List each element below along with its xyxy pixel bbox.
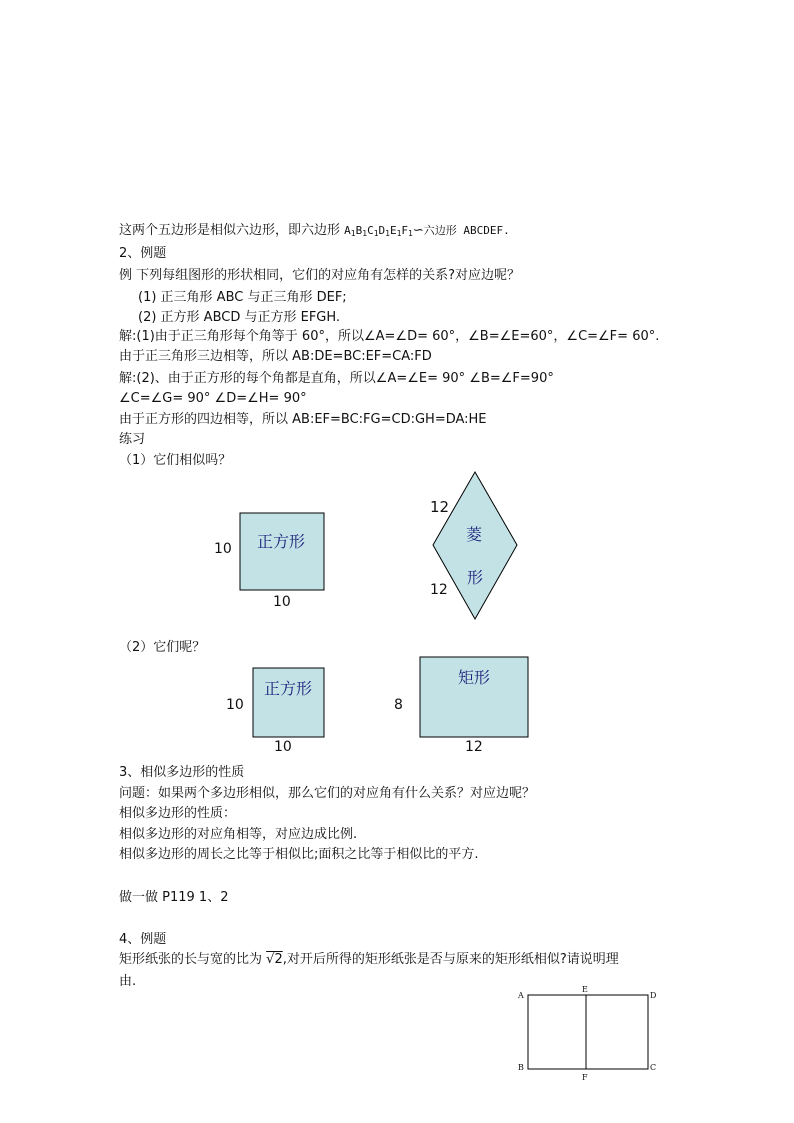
example-4-question — [119, 952, 619, 968]
square-side-left-2: 10 — [226, 697, 244, 713]
exercise-reference: 做一做 P119 1、2 — [119, 890, 229, 905]
heading-properties: 3、相似多边形的性质 — [119, 765, 245, 780]
properties-question: 问题：如果两个多边形相似，那么它们的对应角有什么关系？对应边呢？ — [119, 786, 536, 801]
rectangle-side-bottom: 12 — [465, 739, 483, 755]
vertex-d: D — [650, 991, 657, 1000]
practice-question-2: （2）它们呢？ — [119, 640, 206, 655]
heading-example-2: 2、例题 — [119, 246, 167, 261]
rhombus-label-char-1: 菱 — [466, 525, 483, 544]
solution-1: 解:(1)由于正三角形每个角等于 60°，所以∠A=∠D= 60°，∠B=∠E=60°，∠C=∠F= 60°. — [119, 329, 660, 344]
rhombus-side-top: 12 — [430, 498, 450, 516]
solution-2-sides: 由于正方形的四边相等，所以 AB:EF=BC:FG=CD:GH=DA:HE — [119, 412, 487, 427]
square-side-bottom-2: 10 — [274, 739, 292, 755]
line-hexagon-prefix: 这两个五边形是相似六边形，即六边形 — [119, 223, 341, 238]
heading-practice: 练习 — [119, 432, 146, 447]
rhombus-side-bottom: 12 — [430, 582, 448, 598]
square-side-bottom-1: 10 — [273, 594, 291, 610]
example-item-1: (1) 正三角形 ABC 与正三角形 DEF; — [138, 290, 347, 305]
property-1: 相似多边形的对应角相等，对应边成比例. — [119, 827, 358, 842]
rectangle-side-left: 8 — [394, 697, 403, 713]
heading-example-4: 4、例题 — [119, 932, 167, 947]
sqrt-two: √2 — [266, 952, 283, 967]
vertex-a: A — [518, 991, 524, 1000]
example-4-question-end: 由. — [119, 974, 137, 989]
square-label-2: 正方形 — [264, 679, 313, 698]
solution-1-sides: 由于正三角形三边相等，所以 AB:DE=BC:EF=CA:FD — [119, 349, 432, 364]
example-question: 例 下列每组图形的形状相同，它们的对应角有怎样的关系?对应边呢？ — [119, 268, 521, 283]
vertex-c: C — [650, 1063, 657, 1072]
rectangle-label: 矩形 — [458, 668, 491, 687]
solution-2: 解:(2)、由于正方形的每个角都是直角，所以∠A=∠E= 90° ∠B=∠F=90° — [119, 371, 554, 386]
example-4-text-a: 矩形纸张的长与宽的比为 — [119, 952, 263, 967]
paper-rectangle — [528, 995, 648, 1069]
practice-question-1: （1）它们相似吗？ — [119, 453, 232, 468]
example-4-text-b: ,对开后所得的矩形纸张是否与原来的矩形纸相似?请说明理 — [282, 952, 619, 967]
vertex-b: B — [518, 1063, 524, 1072]
square-side-left-1: 10 — [214, 541, 232, 557]
vertex-e: E — [582, 985, 588, 994]
hexagon-a1f1-label: $A_1B_1C_1D_1E_1F_1$ — [344, 224, 413, 238]
line-hexagon-suffix: 六边形 ABCDEF. — [423, 224, 510, 237]
property-2: 相似多边形的周长之比等于相似比;面积之比等于相似比的平方. — [119, 847, 479, 862]
similar-symbol: ∽ — [412, 223, 424, 238]
rhombus-label-char-2: 形 — [467, 568, 484, 587]
example-item-2: (2) 正方形 ABCD 与正方形 EFGH. — [138, 310, 341, 325]
properties-title: 相似多边形的性质： — [119, 806, 237, 821]
vertex-f: F — [582, 1073, 588, 1082]
solution-2-angles: ∠C=∠G= 90° ∠D=∠H= 90° — [119, 391, 307, 406]
square-label-1: 正方形 — [257, 532, 306, 551]
